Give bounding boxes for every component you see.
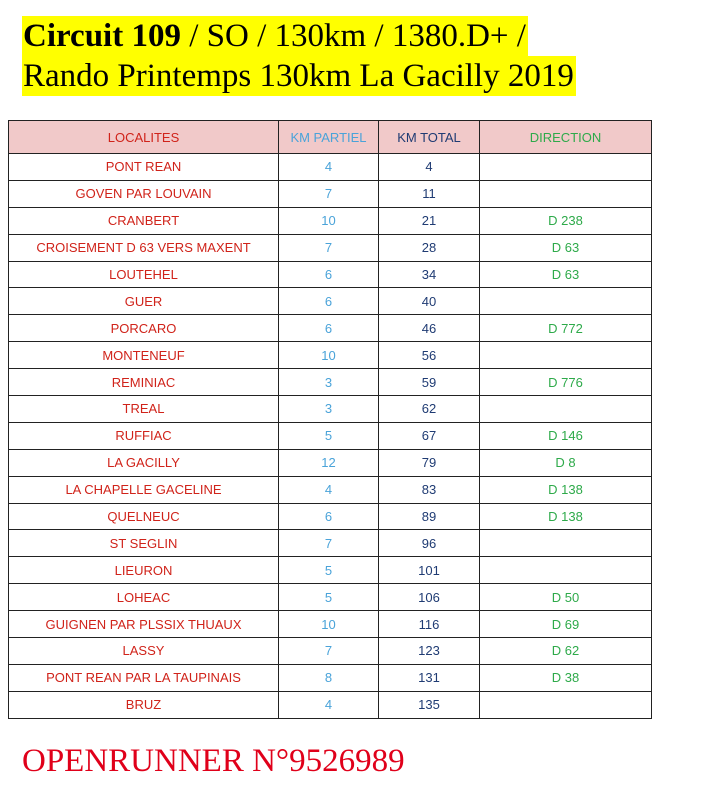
table-row — [9, 557, 652, 584]
cell-localite: LASSY — [9, 638, 279, 665]
cell-localite: GUIGNEN PAR PLSSIX THUAUX — [9, 611, 279, 638]
table-row — [9, 503, 652, 530]
cell-km-partiel: 7 — [279, 180, 379, 207]
table-row — [9, 691, 652, 718]
openrunner-reference: OPENRUNNER N°9526989 — [22, 743, 405, 779]
cell-km-total: 28 — [379, 234, 480, 261]
cell-km-partiel: 4 — [279, 154, 379, 181]
cell-km-total: 67 — [379, 422, 480, 449]
table-row — [9, 342, 652, 369]
cell-direction: D 776 — [480, 369, 652, 396]
table-row — [9, 611, 652, 638]
cell-localite: REMINIAC — [9, 369, 279, 396]
cell-km-total: 40 — [379, 288, 480, 315]
table-header-row — [9, 121, 652, 154]
cell-direction: D 62 — [480, 638, 652, 665]
cell-direction — [480, 342, 652, 369]
cell-localite: LA CHAPELLE GACELINE — [9, 476, 279, 503]
cell-localite: GOVEN PAR LOUVAIN — [9, 180, 279, 207]
cell-km-partiel: 7 — [279, 530, 379, 557]
cell-km-partiel: 7 — [279, 638, 379, 665]
table-row — [9, 288, 652, 315]
cell-direction — [480, 154, 652, 181]
table-row — [9, 369, 652, 396]
cell-km-partiel: 12 — [279, 449, 379, 476]
cell-km-partiel: 4 — [279, 476, 379, 503]
cell-direction — [480, 557, 652, 584]
cell-km-total: 131 — [379, 664, 480, 691]
table-row — [9, 638, 652, 665]
cell-km-partiel: 8 — [279, 664, 379, 691]
cell-localite: PONT REAN PAR LA TAUPINAIS — [9, 664, 279, 691]
cell-localite: BRUZ — [9, 691, 279, 718]
cell-km-total: 56 — [379, 342, 480, 369]
cell-direction — [480, 530, 652, 557]
header-localites: LOCALITES — [9, 121, 279, 154]
cell-km-total: 4 — [379, 154, 480, 181]
cell-km-total: 83 — [379, 476, 480, 503]
cell-km-total: 116 — [379, 611, 480, 638]
cell-localite: LIEURON — [9, 557, 279, 584]
cell-localite: PORCARO — [9, 315, 279, 342]
cell-km-partiel: 6 — [279, 261, 379, 288]
cell-km-total: 89 — [379, 503, 480, 530]
cell-localite: LA GACILLY — [9, 449, 279, 476]
table-row — [9, 422, 652, 449]
table-row — [9, 476, 652, 503]
cell-direction: D 63 — [480, 234, 652, 261]
cell-km-total: 106 — [379, 584, 480, 611]
table-row — [9, 234, 652, 261]
table-row — [9, 261, 652, 288]
cell-direction: D 38 — [480, 664, 652, 691]
circuit-number: Circuit 109 — [23, 18, 181, 54]
header-direction: DIRECTION — [480, 121, 652, 154]
cell-km-partiel: 7 — [279, 234, 379, 261]
cell-direction — [480, 288, 652, 315]
cell-km-partiel: 4 — [279, 691, 379, 718]
cell-km-total: 34 — [379, 261, 480, 288]
table-row — [9, 530, 652, 557]
cell-direction: D 138 — [480, 503, 652, 530]
cell-km-partiel: 6 — [279, 288, 379, 315]
title-line-1 — [22, 16, 528, 56]
route-table — [8, 120, 652, 719]
title-line-2: Rando Printemps 130km La Gacilly 2019 — [23, 58, 574, 94]
cell-localite: MONTENEUF — [9, 342, 279, 369]
cell-km-partiel: 10 — [279, 207, 379, 234]
cell-direction: D 238 — [480, 207, 652, 234]
cell-km-partiel: 3 — [279, 369, 379, 396]
cell-localite: PONT REAN — [9, 154, 279, 181]
cell-km-partiel: 3 — [279, 396, 379, 423]
cell-localite: ST SEGLIN — [9, 530, 279, 557]
cell-km-total: 123 — [379, 638, 480, 665]
cell-km-partiel: 6 — [279, 315, 379, 342]
cell-km-total: 59 — [379, 369, 480, 396]
cell-direction: D 772 — [480, 315, 652, 342]
cell-direction — [480, 691, 652, 718]
header-km-partiel: KM PARTIEL — [279, 121, 379, 154]
table-row — [9, 664, 652, 691]
cell-km-total: 101 — [379, 557, 480, 584]
table-row — [9, 315, 652, 342]
cell-localite: RUFFIAC — [9, 422, 279, 449]
cell-km-partiel: 5 — [279, 422, 379, 449]
cell-km-partiel: 10 — [279, 342, 379, 369]
cell-localite: TREAL — [9, 396, 279, 423]
cell-km-partiel: 10 — [279, 611, 379, 638]
cell-direction: D 138 — [480, 476, 652, 503]
table-row — [9, 396, 652, 423]
cell-km-total: 11 — [379, 180, 480, 207]
cell-localite: CRANBERT — [9, 207, 279, 234]
route-table-body — [9, 154, 652, 719]
cell-direction: D 63 — [480, 261, 652, 288]
cell-km-total: 79 — [379, 449, 480, 476]
table-row — [9, 154, 652, 181]
cell-km-partiel: 6 — [279, 503, 379, 530]
cell-direction: D 146 — [480, 422, 652, 449]
cell-km-total: 62 — [379, 396, 480, 423]
document-title — [22, 16, 576, 96]
table-row — [9, 449, 652, 476]
table-row — [9, 584, 652, 611]
cell-localite: LOUTEHEL — [9, 261, 279, 288]
cell-km-total: 21 — [379, 207, 480, 234]
cell-direction: D 50 — [480, 584, 652, 611]
cell-localite: CROISEMENT D 63 VERS MAXENT — [9, 234, 279, 261]
table-row — [9, 207, 652, 234]
header-km-total: KM TOTAL — [379, 121, 480, 154]
cell-km-partiel: 5 — [279, 557, 379, 584]
cell-direction: D 69 — [480, 611, 652, 638]
circuit-specs: / SO / 130km / 1380.D+ / — [180, 18, 526, 54]
cell-km-partiel: 5 — [279, 584, 379, 611]
cell-localite: QUELNEUC — [9, 503, 279, 530]
cell-km-total: 96 — [379, 530, 480, 557]
cell-direction: D 8 — [480, 449, 652, 476]
cell-direction — [480, 180, 652, 207]
cell-km-total: 46 — [379, 315, 480, 342]
cell-km-total: 135 — [379, 691, 480, 718]
cell-localite: GUER — [9, 288, 279, 315]
cell-direction — [480, 396, 652, 423]
table-row — [9, 180, 652, 207]
cell-localite: LOHEAC — [9, 584, 279, 611]
